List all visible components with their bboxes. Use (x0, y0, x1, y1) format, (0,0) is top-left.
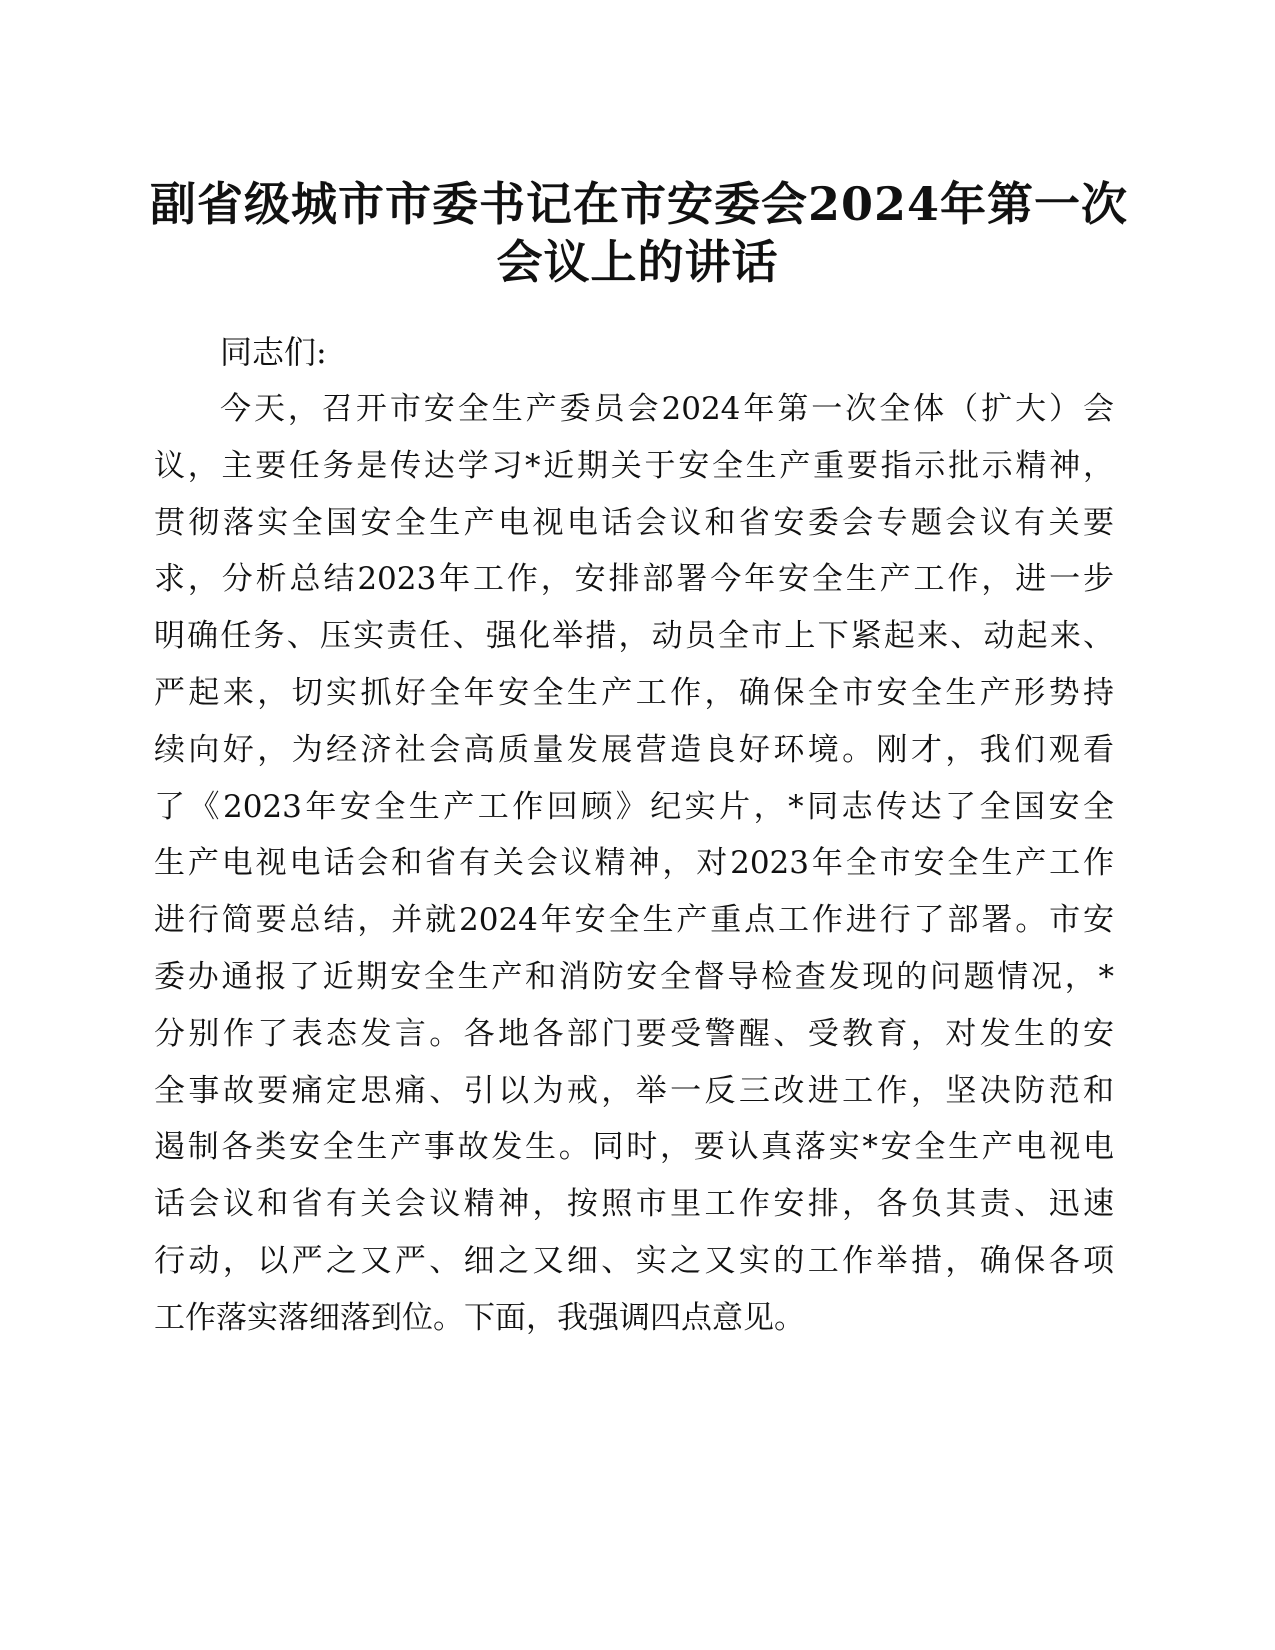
paragraph-line: 议，主要任务是传达学习*近期关于安全生产重要指示批示精神， (154, 447, 1114, 484)
paragraph-line: 进行简要总结，并就2024年安全生产重点工作进行了部署。市安 (154, 902, 1114, 939)
paragraph-line: 了《2023年安全生产工作回顾》纪实片，*同志传达了全国安全 (154, 788, 1114, 825)
paragraph-line: 贯彻落实全国安全生产电视电话会议和省安委会专题会议有关要 (154, 504, 1114, 541)
paragraph-line: 求，分析总结2023年工作，安排部署今年安全生产工作，进一步 (154, 561, 1114, 598)
paragraph-line: 今天，召开市安全生产委员会2024年第一次全体（扩大）会 (220, 391, 1114, 427)
paragraph-line: 话会议和省有关会议精神，按照市里工作安排，各负其责、迅速 (154, 1186, 1114, 1223)
paragraph-line: 行动，以严之又严、细之又细、实之又实的工作举措，确保各项 (154, 1242, 1114, 1279)
title-line: 会议上的讲话 (496, 235, 779, 289)
paragraph-line: 全事故要痛定思痛、引以为戒，举一反三改进工作，坚决防范和 (154, 1072, 1114, 1109)
paragraph-line: 明确任务、压实责任、强化举措，动员全市上下紧起来、动起来、 (154, 618, 1114, 655)
paragraph-line: 遏制各类安全生产事故发生。同时，要认真落实*安全生产电视电 (154, 1129, 1114, 1166)
paragraph-line: 生产电视电话会和省有关会议精神，对2023年全市安全生产工作 (154, 845, 1114, 882)
paragraph-line: 分别作了表态发言。各地各部门要受警醒、受教育，对发生的安 (154, 1015, 1114, 1052)
paragraph-line: 委办通报了近期安全生产和消防安全督导检查发现的问题情况，* (154, 958, 1114, 995)
paragraph-line: 续向好，为经济社会高质量发展营造良好环境。刚才，我们观看 (154, 731, 1114, 768)
salutation: 同志们: (220, 333, 327, 371)
document-title (150, 175, 1129, 291)
paragraph-line: 严起来，切实抓好全年安全生产工作，确保全市安全生产形势持 (154, 674, 1114, 711)
body-paragraph (154, 381, 1114, 1347)
title-line: 副省级城市市委书记在市安委会2024年第一次 (150, 177, 1129, 231)
paragraph-line: 工作落实落细落到位。下面，我强调四点意见。 (154, 1299, 805, 1336)
